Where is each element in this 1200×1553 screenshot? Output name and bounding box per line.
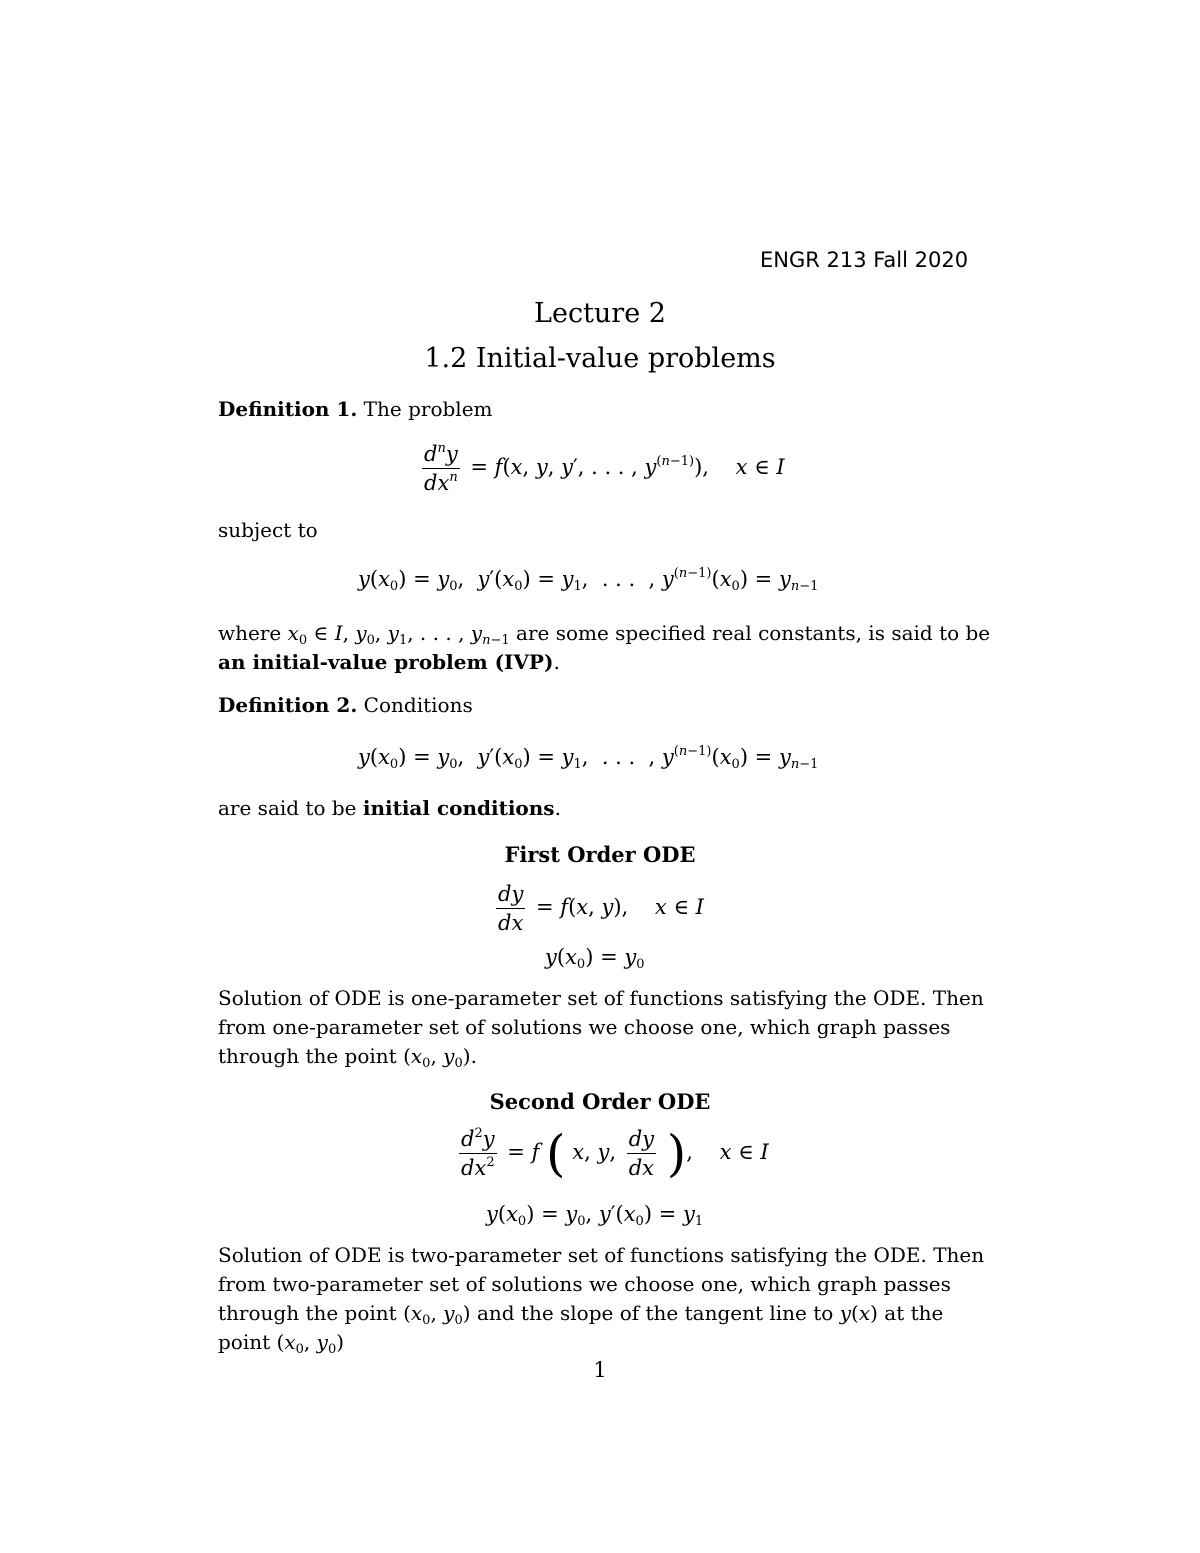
definition-1-text: The problem — [363, 397, 493, 421]
second-order-heading: Second Order ODE — [489, 1089, 711, 1114]
ivp-term: an initial-value problem (IVP) — [218, 650, 554, 674]
period: . — [553, 650, 560, 674]
equation-initial-conditions-1: $y(x_0) = y_0$, $y'(x_0) = y_1$, . . . , $y^{(n-1)}(x_0) = y_{n-1}$ — [358, 566, 819, 594]
definition-2-conclusion — [218, 794, 998, 823]
where-mid-text: are some specified real constants, is said to be — [516, 621, 991, 645]
where-text: where — [218, 621, 282, 645]
definition-1-intro — [218, 395, 998, 424]
section-title: 1.2 Initial-value problems — [424, 343, 776, 374]
definition-1-label: Definition 1. — [218, 397, 358, 421]
equation-initial-conditions-2: $y(x_0) = y_0$, $y'(x_0) = y_1$, . . . , $y^{(n-1)}(x_0) = y_{n-1}$ — [358, 744, 819, 772]
page-number: 1 — [593, 1358, 607, 1382]
second-order-text-mid: and the slope of the tangent line to — [476, 1301, 834, 1325]
equation-first-order-ic: $y(x_0) = y_0$ — [545, 945, 645, 972]
equation-ode-nth-order: $\frac{d^ny}{dx^n}$ = f(x, y, y′, . . . , $y^{(n-1)}$), x ∈ I — [424, 441, 785, 495]
subject-to-text: subject to — [218, 518, 318, 542]
are-said-text: are said to be — [218, 796, 357, 820]
first-order-text: Solution of ODE is one-parameter set of functions satisfying the ODE. Then from one-parameter set of solutions we choose one, which graph passes through the point — [218, 986, 984, 1068]
second-order-text: Solution of ODE is two-parameter set of functions satisfying the ODE. Then from two-parameter set of solutions we choose one, which graph passes through the point — [218, 1243, 985, 1325]
equation-second-order-ic: $y(x_0) = y_0$, $y'(x_0) = y_1$ — [486, 1202, 704, 1229]
first-order-paragraph: Solution of ODE is one-parameter set of functions satisfying the ODE. Then from one-parameter set of solutions we choose one, which graph passes through the point ($x_0$, $y_0$). — [218, 986, 984, 1071]
definition-2-label: Definition 2. — [218, 693, 358, 717]
definition-2-intro — [218, 691, 998, 720]
initial-conditions-term: initial conditions — [362, 796, 555, 820]
course-header: ENGR 213 Fall 2020 — [760, 248, 969, 272]
second-order-text-mid2: at the point — [218, 1301, 944, 1354]
definition-1-where: where $x_0$ ∈ I, $y_0$, $y_1$, . . . , $y_{n-1}$ are some specified real constants, is said to be an initial-value problem (IVP). — [218, 621, 991, 674]
first-order-heading: First Order ODE — [504, 842, 696, 867]
period: . — [554, 796, 561, 820]
second-order-paragraph: Solution of ODE is two-parameter set of functions satisfying the ODE. Then from two-parameter set of solutions we choose one, which graph passes through the point ($x_0$, $y_0$) and the slope of the tangent line to y(x) at the point ($x_0$, $y_0$) — [218, 1243, 985, 1357]
equation-first-order: $\frac{dy}{dx}$ = f(x, y), x ∈ I — [498, 882, 704, 935]
definition-2-text: Conditions — [363, 693, 473, 717]
lecture-title: Lecture 2 — [534, 298, 666, 329]
equation-second-order: $\frac{d^2y}{dx^2}$ = f ( x, y, $\frac{dy}{dx}$ ), x ∈ I — [461, 1124, 769, 1183]
